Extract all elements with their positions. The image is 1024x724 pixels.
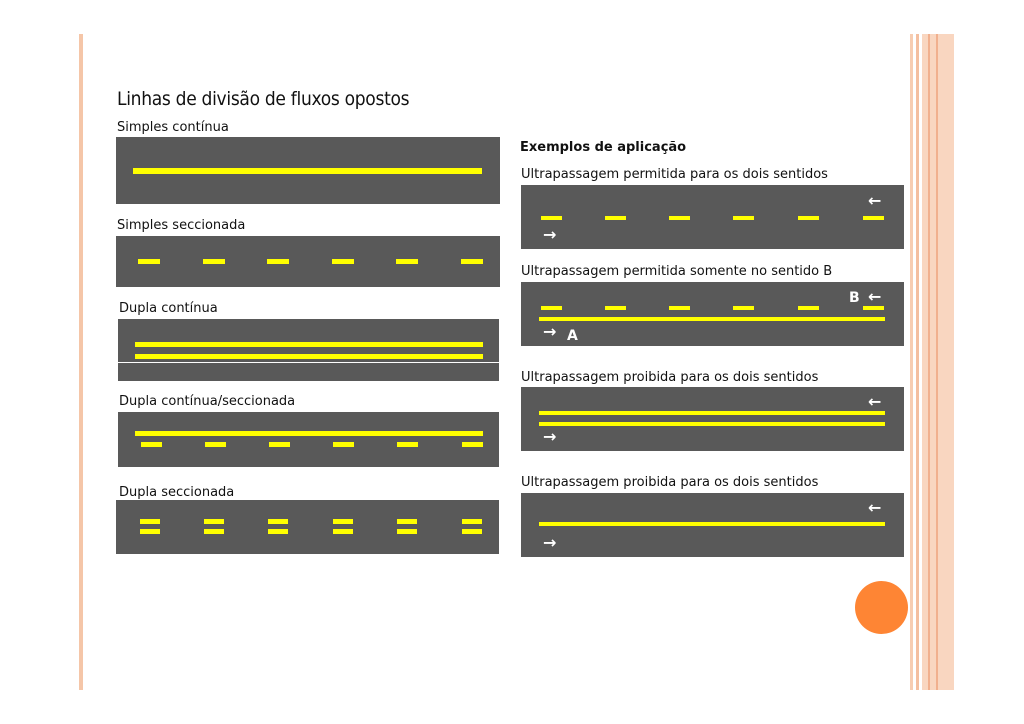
dash — [140, 529, 160, 534]
arrow-right-icon: → — [543, 322, 557, 341]
road-example-3 — [521, 387, 904, 451]
right-decor-stripes — [910, 34, 954, 690]
dash — [268, 529, 288, 534]
road-dupla-seccionada — [116, 500, 499, 554]
label-dupla-seccionada: Dupla seccionada — [119, 485, 235, 500]
dash — [268, 519, 288, 524]
label-dupla-continua-seccionada: Dupla contínua/seccionada — [119, 394, 296, 409]
solid-line-bottom — [539, 422, 885, 426]
dash — [203, 259, 225, 264]
arrow-right-icon: → — [543, 225, 557, 244]
left-decor-bar — [79, 34, 83, 690]
dash — [733, 306, 754, 310]
arrow-left-icon: ← — [868, 498, 882, 517]
road-dupla-continua-seccionada — [118, 412, 499, 467]
dash — [461, 259, 483, 264]
direction-tag-a: A — [567, 328, 578, 344]
dash — [397, 519, 417, 524]
arrow-left-icon: ← — [868, 392, 882, 411]
dash — [141, 442, 162, 447]
road-example-4 — [521, 493, 904, 557]
dash — [204, 529, 224, 534]
dash — [397, 529, 417, 534]
label-example-3: Ultrapassagem proibida para os dois sentidos — [521, 370, 819, 385]
dash — [798, 216, 819, 220]
orange-circle-decor — [855, 581, 908, 634]
dash — [669, 306, 690, 310]
solid-line-bottom — [135, 354, 483, 359]
solid-line-top — [135, 342, 483, 347]
solid-line — [539, 522, 885, 526]
dash — [605, 306, 626, 310]
slide-title: Linhas de divisão de fluxos opostos — [117, 88, 410, 110]
label-simples-continua: Simples contínua — [117, 120, 229, 135]
label-example-1: Ultrapassagem permitida para os dois sentidos — [521, 167, 828, 182]
dash — [669, 216, 690, 220]
label-simples-seccionada: Simples seccionada — [117, 218, 246, 233]
dash — [541, 216, 562, 220]
road-simples-continua — [116, 137, 500, 204]
dash — [541, 306, 562, 310]
label-example-2: Ultrapassagem permitida somente no sentido B — [521, 264, 833, 279]
dash — [462, 529, 482, 534]
direction-tag-b: B — [849, 290, 860, 306]
arrow-right-icon: → — [543, 427, 557, 446]
dash — [605, 216, 626, 220]
road-example-2 — [521, 282, 904, 346]
dash — [269, 442, 290, 447]
arrow-left-icon: ← — [868, 191, 882, 210]
dash — [333, 442, 354, 447]
dash — [733, 216, 754, 220]
dash — [863, 216, 884, 220]
dash — [205, 442, 226, 447]
solid-line — [539, 317, 885, 321]
road-example-1 — [521, 185, 904, 249]
dash — [267, 259, 289, 264]
road-dupla-continua — [118, 319, 499, 381]
dash — [333, 519, 353, 524]
edge-line — [118, 362, 499, 363]
arrow-right-icon: → — [543, 533, 557, 552]
solid-line — [133, 168, 482, 174]
dash — [798, 306, 819, 310]
label-dupla-continua: Dupla contínua — [119, 301, 218, 316]
dash — [397, 442, 418, 447]
dash — [138, 259, 160, 264]
dash — [204, 519, 224, 524]
label-example-4: Ultrapassagem proibida para os dois sentidos — [521, 475, 819, 490]
road-simples-seccionada — [116, 236, 500, 287]
solid-line-top — [539, 411, 885, 415]
arrow-left-icon: ← — [868, 287, 882, 306]
dash — [396, 259, 418, 264]
examples-heading: Exemplos de aplicação — [520, 140, 687, 155]
dash — [140, 519, 160, 524]
dash — [462, 519, 482, 524]
dash — [332, 259, 354, 264]
solid-line — [135, 431, 483, 436]
dash — [333, 529, 353, 534]
dash — [462, 442, 483, 447]
dash — [863, 306, 884, 310]
